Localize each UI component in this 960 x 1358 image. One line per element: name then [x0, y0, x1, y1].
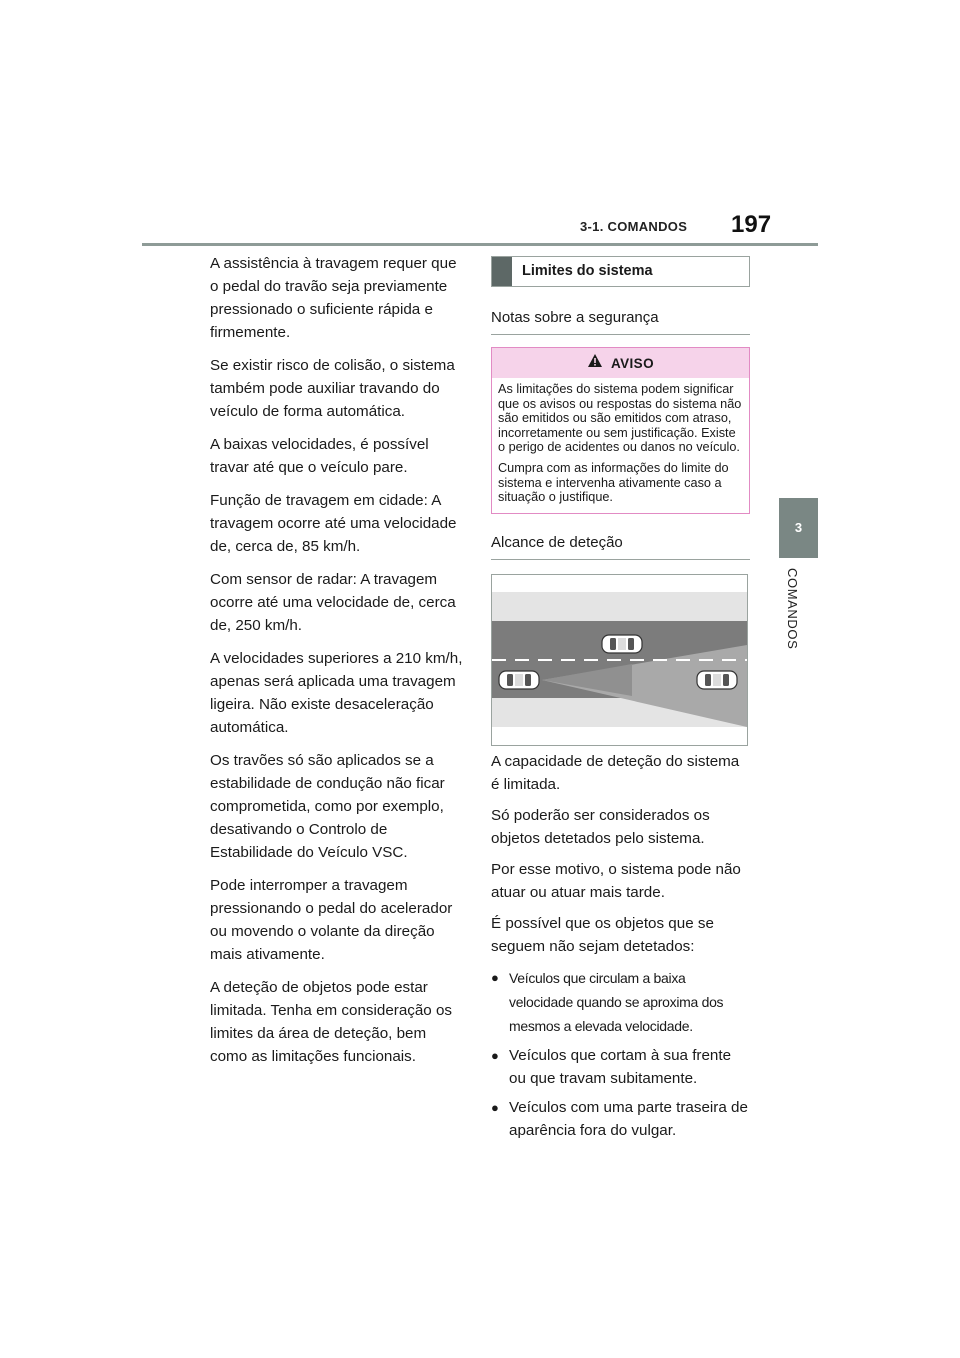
warning-paragraph: As limitações do sistema podem significar que os avisos ou respostas do sistema não são emitidos ou são emitidos com atraso, incorretamente ou sem justificação. Existe o perigo de acidentes ou danos no veículo. — [498, 382, 742, 455]
car-icon — [602, 635, 642, 653]
subheading-safety: Notas sobre a segurança — [491, 309, 750, 335]
header-section-title: 3-1. COMANDOS — [580, 219, 688, 234]
paragraph: A deteção de objetos pode estar limitada. Tenha em consideração os limites da área de deteção, bem como as limitações funcionais. — [210, 979, 453, 1065]
left-column — [210, 252, 466, 1078]
ego-car-icon — [499, 671, 539, 689]
paragraph: Por esse motivo, o sistema pode não atuar ou atuar mais tarde. — [491, 860, 741, 901]
paragraph: A capacidade de deteção do sistema é limitada. — [491, 752, 740, 793]
warning-body — [492, 378, 749, 513]
car-icon — [697, 671, 737, 689]
page-number: 197 — [731, 211, 772, 238]
list-item: ● Veículos que circulam a baixa velocidade quando se aproxima dos mesmos a elevada velocidade. — [491, 966, 750, 1038]
paragraph: A assistência à travagem requer que o pedal do travão seja previamente pressionado o suficiente rápida e firmemente. — [210, 255, 457, 341]
paragraph: Os travões só são aplicados se a estabilidade de condução não ficar comprometida, como por exemplo, desativando o Controlo de Estabilidade do Veículo VSC. — [210, 752, 445, 861]
right-column — [491, 256, 750, 1148]
paragraph: A baixas velocidades, é possível travar até que o veículo pare. — [210, 436, 429, 476]
section-marker — [492, 257, 512, 286]
warning-title: AVISO — [610, 355, 654, 371]
list-item: ● Veículos que cortam à sua frente ou que travam subitamente. — [491, 1044, 750, 1090]
chapter-tab: 3 — [779, 498, 818, 558]
warning-paragraph: Cumpra com as informações do limite do sistema e intervenha ativamente caso a situação o justifique. — [498, 460, 729, 505]
bullet-list — [491, 966, 750, 1142]
detection-range-illustration — [492, 575, 747, 745]
chapter-tab-label: COMANDOS — [785, 568, 800, 650]
section-title: Limites do sistema — [522, 263, 653, 279]
list-item: ● Veículos com uma parte traseira de aparência fora do vulgar. — [491, 1096, 750, 1142]
paragraph: A velocidades superiores a 210 km/h, apenas será aplicada uma travagem ligeira. Não existe desaceleração automática. — [210, 650, 463, 736]
header-divider — [142, 243, 818, 246]
warning-triangle-icon — [587, 353, 603, 373]
detection-range-figure — [491, 574, 748, 746]
paragraph: Só poderão ser considerados os objetos detetados pelo sistema. — [491, 806, 710, 847]
paragraph: Se existir risco de colisão, o sistema também pode auxiliar travando do veículo de forma automática. — [210, 357, 455, 420]
warning-header — [492, 348, 749, 378]
paragraph: Pode interromper a travagem pressionando o pedal do acelerador ou movendo o volante da direção mais ativamente. — [210, 877, 453, 963]
right-column-text — [491, 750, 750, 1142]
subheading-range: Alcance de deteção — [491, 534, 750, 560]
paragraph: Função de travagem em cidade: A travagem ocorre até uma velocidade de, cerca de, 85 km/h. — [210, 492, 457, 555]
paragraph: É possível que os objetos que se seguem não sejam detetados: — [491, 914, 714, 955]
section-header — [491, 256, 750, 287]
paragraph: Com sensor de radar: A travagem ocorre até uma velocidade de, cerca de, 250 km/h. — [210, 571, 456, 634]
warning-box — [491, 347, 750, 514]
